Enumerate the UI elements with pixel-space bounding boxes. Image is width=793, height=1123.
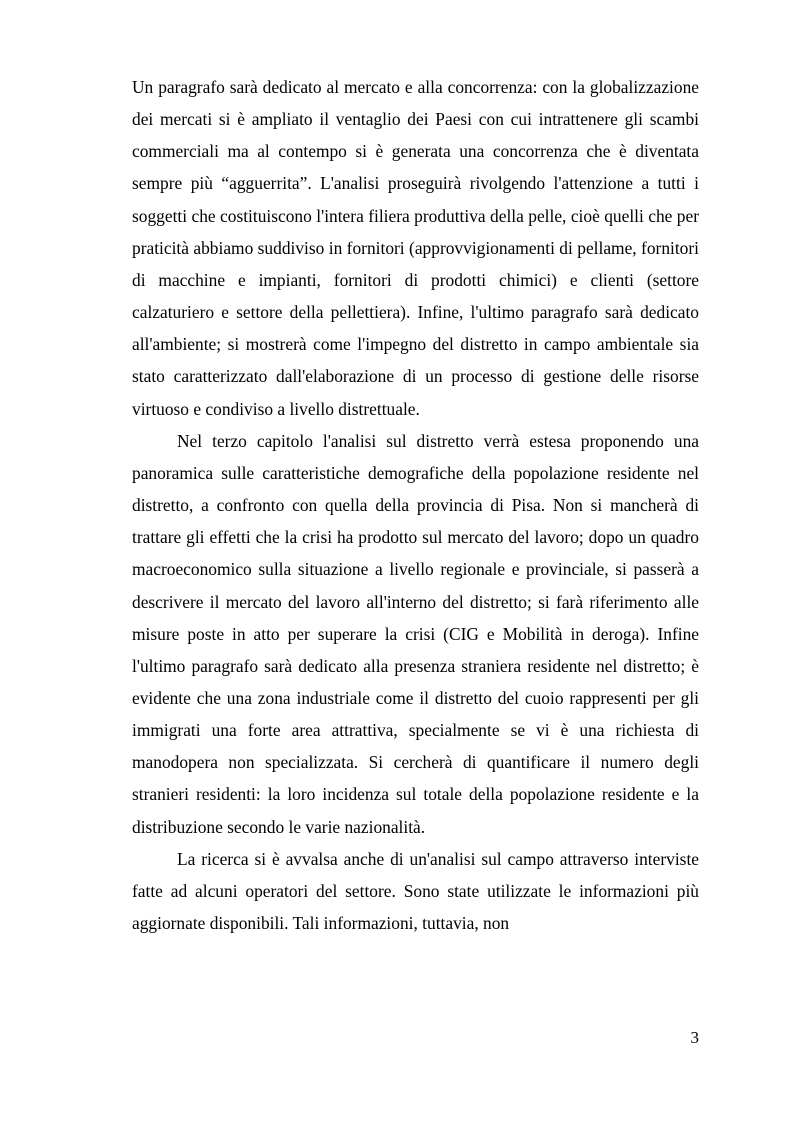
page-number: 3 [690,1028,699,1047]
paragraph-field-research: La ricerca si è avvalsa anche di un'analisi sul campo attraverso interviste fatte ad alcuni operatori del settore. Sono state utilizzate le informazioni più aggiornate disponibili. Tali informazioni, tuttavia, non [132,848,699,934]
paragraph-third-chapter: Nel terzo capitolo l'analisi sul distretto verrà estesa proponendo una panoramica sulle caratteristiche demografiche della popolazione residente nel distretto, a confronto con quella della provincia di Pisa. Non si mancherà di trattare gli effetti che la crisi ha prodotto sul mercato del lavoro; dopo un quadro macroeconomico sulla situazione a livello regionale e provinciale, si passerà a descrivere il mercato del lavoro all'interno del distretto; si farà riferimento alle misure poste in atto per superare la crisi (CIG e Mobilità in deroga). Infine l'ultimo paragrafo sarà dedicato alla presenza straniera residente nel distretto; è evidente che una zona industriale come il distretto del cuoio rappresenti per gli immigrati una forte area attrattiva, specialmente se vi è una richiesta di manodopera non specializzata. Si cercherà di quantificare il numero degli stranieri residenti: la loro incidenza sul totale della popolazione residente e la distribuzione secondo le varie nazionalità. [132,430,699,837]
paragraph-market-competition: Un paragrafo sarà dedicato al mercato e alla concorrenza: con la globalizzazione dei mercati si è ampliato il ventaglio dei Paesi con cui intrattenere gli scambi commerciali ma al contempo si è generata una concorrenza che è diventata sempre più “agguerrita”. L'analisi proseguirà rivolgendo l'attenzione a tutti i soggetti che costituiscono l'intera filiera produttiva della pelle, cioè quelli che per praticità abbiamo suddiviso in fornitori (approvvigionamenti di pellame, fornitori di macchine e impianti, fornitori di prodotti chimici) e clienti (settore calzaturiero e settore della pellettiera). Infine, l'ultimo paragrafo sarà dedicato all'ambiente; si mostrerà come l'impegno del distretto in campo ambientale sia stato caratterizzato dall'elaborazione di un processo di gestione delle risorse virtuoso e condiviso a livello distrettuale. [132,77,699,419]
body-text [132,71,699,939]
